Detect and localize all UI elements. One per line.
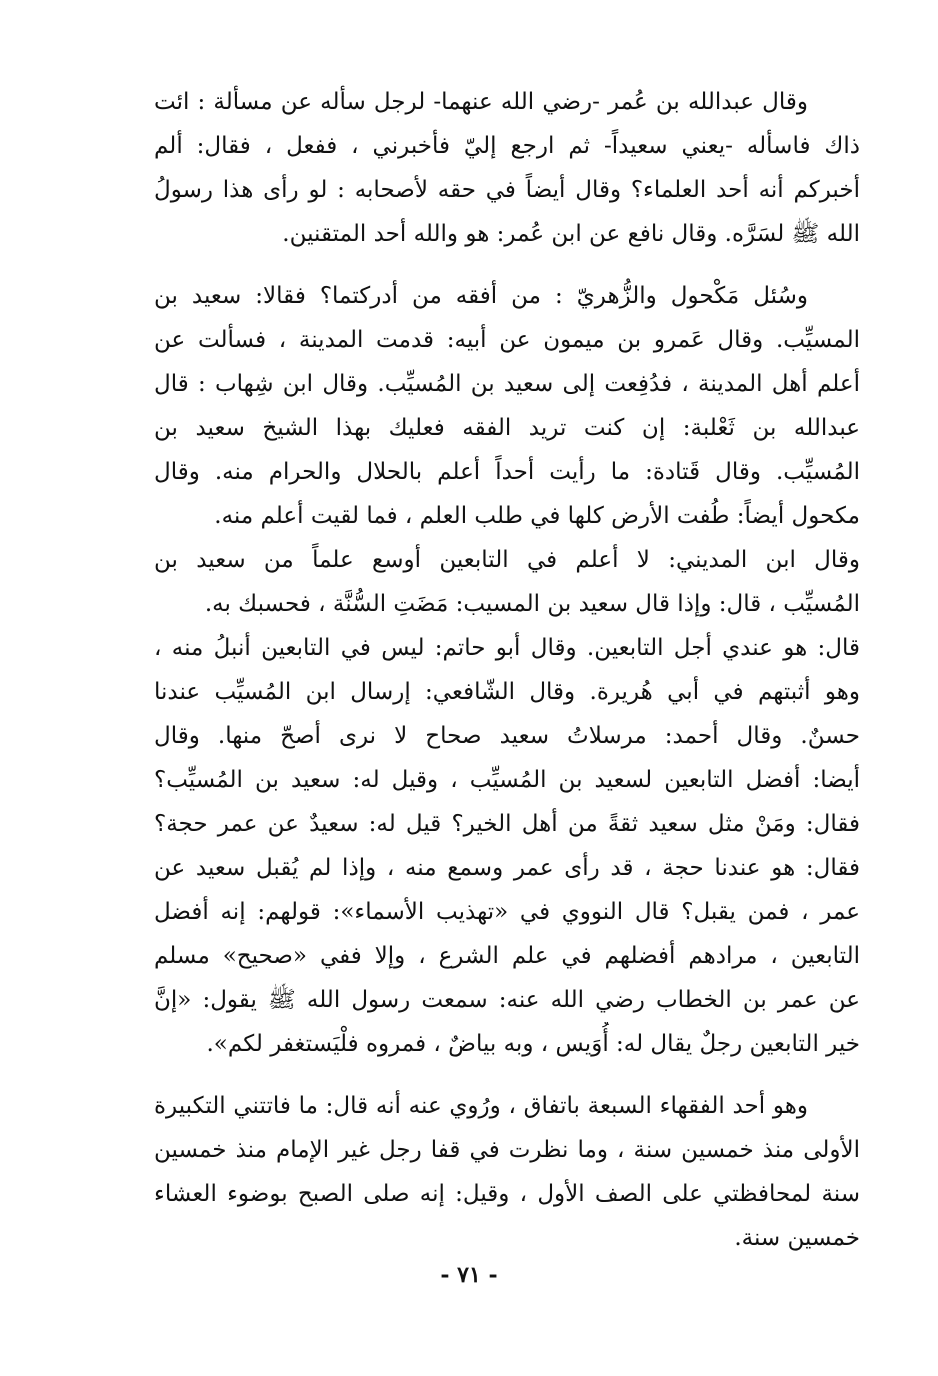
text-line: مكحول أيضاً: طُفت الأرض كلها في طلب العلم ، فما لقيت أعلم منه. <box>214 503 860 529</box>
text-line: أخبركم أنه أحد العلماء؟ وقال أيضاً في حقه لأصحابه : لو رأى هذا رسولُ <box>154 177 860 203</box>
text-line: وهو أحد الفقهاء السبعة باتفاق ، ورُوي عنه أنه قال: ما فاتتني التكبيرة <box>154 1093 808 1119</box>
paragraph-gap <box>154 256 860 274</box>
paragraph-gap <box>154 1066 860 1084</box>
text-line: خير التابعين رجلٌ يقال له: أُوَيس ، وبه بياضٌ ، فمروه فلْيَستغفر لكم». <box>206 1031 860 1057</box>
text-line: المسيِّب. وقال عَمرو بن ميمون عن أبيه: قدمت المدينة ، فسألت عن <box>154 327 860 353</box>
text-line: عن عمر بن الخطاب رضي الله عنه: سمعت رسول الله ﷺ يقول: «إنَّ <box>154 987 860 1013</box>
paragraph-3 <box>154 1084 860 1260</box>
text-line: التابعين ، مرادهم أفضلهم في علم الشرع ، وإلا ففي «صحيح» مسلم <box>154 943 860 969</box>
text-line: حسنٌ. وقال أحمد: مرسلاتُ سعيد صحاح لا نرى أصحّ منها. وقال <box>154 723 860 749</box>
text-line: وهو أثبتهم في أبي هُريرة. وقال الشّافعي: إرسال ابن المُسيِّب عندنا <box>154 679 860 705</box>
paragraph-2 <box>154 274 860 1066</box>
text-line: الأولى منذ خمسين سنة ، وما نظرت في قفا رجل غير الإمام منذ خمسين <box>154 1137 860 1163</box>
page-body <box>154 80 860 1260</box>
text-line: فقال: هو عندنا حجة ، قد رأى عمر وسمع منه ، وإذا لم يُقبل سعيد عن <box>154 855 860 881</box>
text-line: قال: هو عندي أجل التابعين. وقال أبو حاتم: ليس في التابعين أنبلُ منه ، <box>154 635 860 661</box>
text-line: وقال ابن المديني: لا أعلم في التابعين أوسع علماً من سعيد بن <box>154 547 860 573</box>
text-line: خمسين سنة. <box>734 1225 860 1251</box>
text-line: وسُئل مَكْحول والزُّهريّ : من أفقه من أدركتما؟ فقالا: سعيد بن <box>154 283 808 309</box>
text-line: المُسيِّب ، قال: وإذا قال سعيد بن المسيب: مَضَتِ السُّنَّة ، فحسبك به. <box>204 591 860 617</box>
paragraph-1 <box>154 80 860 256</box>
text-line: وقال عبدالله بن عُمر -رضي الله عنهما- لرجل سأله عن مسألة : ائت <box>154 89 808 115</box>
text-line: المُسيِّب. وقال قَتادة: ما رأيت أحداً أعلم بالحلال والحرام منه. وقال <box>154 459 860 485</box>
text-line: عمر ، فمن يقبل؟ قال النووي في «تهذيب الأسماء»: قولهم: إنه أفضل <box>154 899 860 925</box>
text-line: أيضا: أفضل التابعين لسعيد بن المُسيِّب ، وقيل له: سعيد بن المُسيِّب؟ <box>154 767 860 793</box>
text-line: أعلم أهل المدينة ، فدُفِعت إلى سعيد بن المُسيِّب. وقال ابن شِهاب : قال <box>154 371 860 397</box>
text-line: فقال: ومَنْ مثل سعيد ثقةً من أهل الخير؟ قيل له: سعيدٌ عن عمر حجة؟ <box>154 811 860 837</box>
text-line: ذاك فاسأله -يعني سعيداً- ثم ارجع إليّ فأخبرني ، ففعل ، فقال: ألم <box>154 133 860 159</box>
text-line: عبدالله بن ثَعْلبة: إن كنت تريد الفقه فعليك بهذا الشيخ سعيد بن <box>154 415 860 441</box>
text-line: الله ﷺ لسَرَّه. وقال نافع عن ابن عُمر: هو والله أحد المتقنين. <box>282 221 860 247</box>
page-number: - ٧١ - <box>440 1262 498 1288</box>
text-line: سنة لمحافظتي على الصف الأول ، وقيل: إنه صلى الصبح بوضوء العشاء <box>154 1181 860 1207</box>
